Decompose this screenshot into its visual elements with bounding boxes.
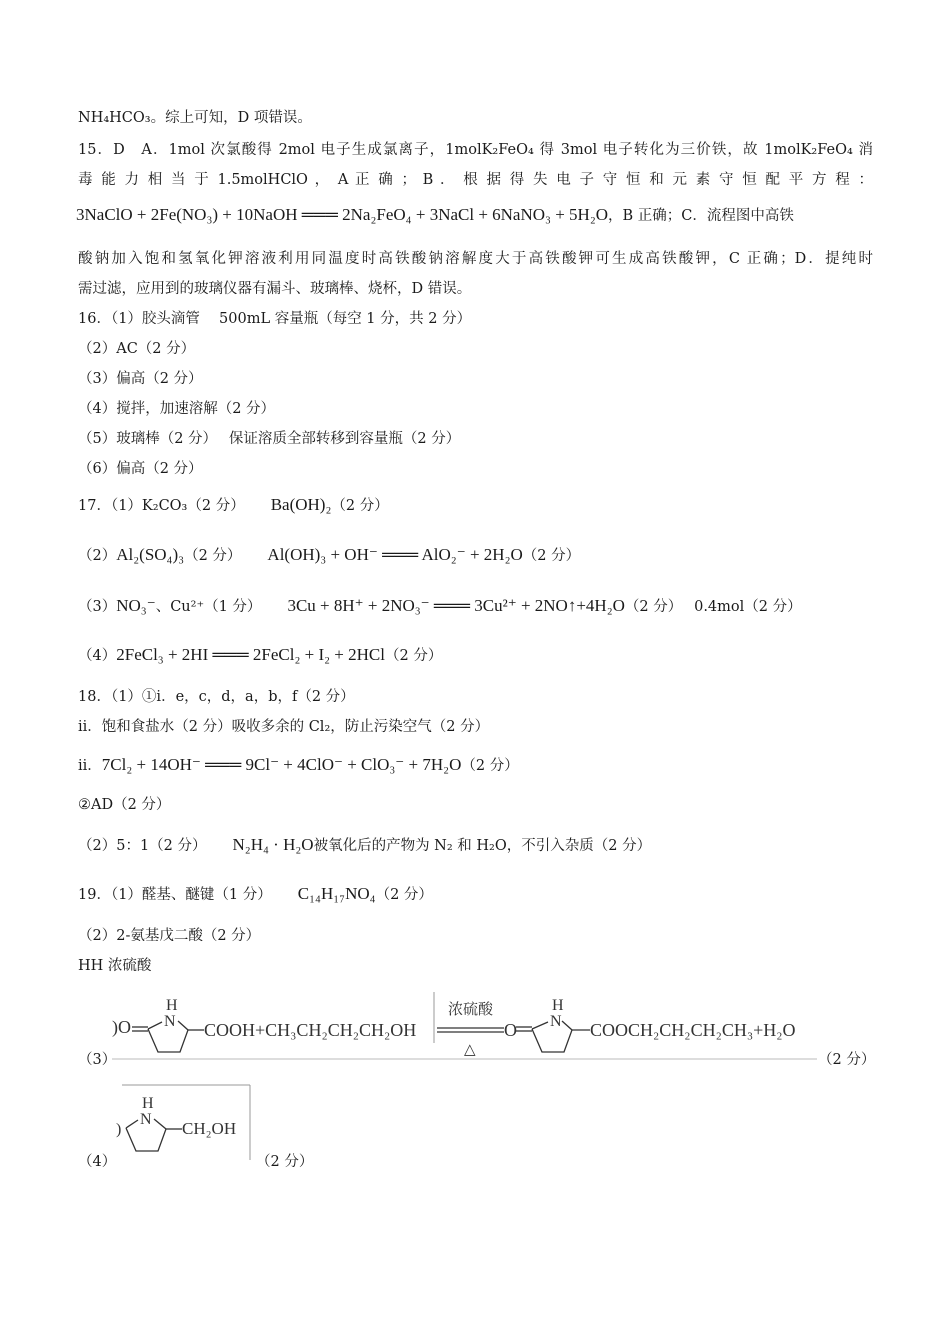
q18-5-text: 被氧化后的产物为 N₂ 和 H₂O，不引入杂质（2 分）	[313, 838, 652, 854]
q19-3-label: （3）	[78, 1052, 117, 1068]
q17-4-equation: 2FeCl₃ + 2HI ═══ 2FeCl₂ + I₂ + 2HCl	[116, 645, 385, 664]
q16-3: （3）偏高（2 分）	[78, 371, 203, 387]
q19-1-label: 19．（1）醛基、醚键（1 分）	[78, 887, 272, 903]
q16-1: 16．（1）胶头滴管 500mL 容量瓶（每空 1 分，共 2 分）	[78, 311, 472, 327]
q18-5	[78, 835, 651, 856]
q18-3	[78, 755, 519, 776]
q17-3-score: （2 分） 0.4mol（2 分）	[624, 599, 802, 615]
q19-4-label: （4）	[78, 1154, 117, 1170]
left-ring-n: N	[164, 1013, 176, 1030]
right-ring-n: N	[550, 1013, 562, 1030]
q18-3-score: （2 分）	[461, 758, 519, 774]
heat-symbol: △	[464, 1042, 476, 1058]
q15-line-b: 毒 能 力 相 当 于 1.5molHClO ， A 正 确 ； B ． 根 据 得 失 电 子 守 恒 和 元 素 守 恒 配 平 方 程 ：	[78, 172, 873, 188]
q19-1	[78, 884, 433, 905]
q19-3-score: （2 分）	[818, 1052, 876, 1068]
q16-6: （6）偏高（2 分）	[78, 461, 203, 477]
q17-2-equation: Al(OH)₃ + OH⁻ ═══ AlO₂⁻ + 2H₂O	[267, 545, 523, 564]
q4-group: CH₂OH	[182, 1119, 237, 1138]
q17-1-formula: Ba(OH)₂	[270, 495, 332, 514]
q15-line-a: 15．D A．1mol 次氯酸得 2mol 电子生成氯离子，1molK₂FeO₄ 得 3mol 电子转化为三价铁，故 1molK₂FeO₄ 消	[78, 142, 873, 158]
q15-equation-tail: ，B 正确；C．流程图中高铁	[608, 208, 794, 224]
q17-2-score: （2 分）	[184, 548, 242, 564]
q19-1-score: （2 分）	[375, 887, 433, 903]
q17-3-label: （3）	[78, 599, 117, 615]
q16-2: （2）AC（2 分）	[78, 341, 196, 357]
q4-left-mark: )	[116, 1121, 122, 1138]
condition-label: 浓硫酸	[448, 1002, 494, 1018]
q17-1-label: 17．（1）K₂CO₃（2 分）	[78, 498, 245, 514]
q17-4	[78, 645, 442, 666]
q19-4-score: （2 分）	[256, 1154, 314, 1170]
q17-1	[78, 495, 389, 516]
q17-3-ions-score: 、Cu²⁺（1 分）	[155, 599, 262, 615]
reaction-scheme	[112, 988, 817, 1068]
left-ring-h: H	[166, 997, 178, 1014]
q16-4: （4）搅拌，加速溶解（2 分）	[78, 401, 276, 417]
reactant-formula: COOH+CH₃CH₂CH₂CH₂OH	[204, 1020, 417, 1040]
q18-3-label: ii．	[78, 758, 102, 774]
q16-5: （5）玻璃棒（2 分） 保证溶质全部转移到容量瓶（2 分）	[78, 431, 461, 447]
q19-2: （2）2-氨基戊二酸（2 分）	[78, 928, 261, 944]
q4-ring-n: N	[140, 1111, 152, 1128]
q17-2-score-2: （2 分）	[522, 548, 581, 564]
right-ring-h: H	[552, 997, 564, 1014]
q17-3	[78, 596, 802, 617]
q18-3-equation: 7Cl₂ + 14OH⁻ ═══ 9Cl⁻ + 4ClO⁻ + ClO₃⁻ + 7H₂O	[101, 755, 462, 774]
q15-equation: 3NaClO + 2Fe(NO₃) + 10NaOH ═══ 2Na₂FeO₄ + 3NaCl + 6NaNO₃ + 5H₂O	[76, 205, 609, 224]
q19-hh: HH 浓硫酸	[78, 958, 152, 974]
q17-3-equation: 3Cu + 8H⁺ + 2NO₃⁻ ═══ 3Cu²⁺ + 2NO↑+4H₂O	[287, 596, 625, 615]
q18-5-formula: N₂H₄ · H₂O	[232, 835, 314, 854]
text-line: NH₄HCO₃。综上可知，D 项错误。	[78, 110, 312, 126]
q17-3-ion: NO₃⁻	[116, 596, 156, 615]
q17-4-label: （4）	[78, 648, 117, 664]
q4-ring-h: H	[142, 1095, 154, 1112]
right-ring-oxygen: O	[504, 1020, 517, 1040]
q18-1: 18．（1）①i．e，c，d，a，b，f（2 分）	[78, 689, 355, 705]
structure-q4	[112, 1084, 254, 1164]
q15-line-c: 酸钠加入饱和氢氧化钾溶液利用同温度时高铁酸钠溶解度大于高铁酸钾可生成高铁酸钾，C 正确；D．提纯时	[78, 251, 873, 267]
q18-2: ii．饱和食盐水（2 分）吸收多余的 Cl₂，防止污染空气（2 分）	[78, 719, 490, 735]
q17-2	[78, 545, 580, 566]
q19-1-formula: C₁₄H₁₇NO₄	[297, 884, 376, 903]
product-formula: COOCH₂CH₂CH₂CH₃+H₂O	[590, 1020, 796, 1040]
q17-2-formula: Al₂(SO₄)₃	[116, 545, 185, 564]
q15-equation-line	[76, 205, 794, 226]
q15-line-d: 需过滤，应用到的玻璃仪器有漏斗、玻璃棒、烧杯，D 错误。	[78, 281, 472, 297]
q17-2-label: （2）	[78, 548, 117, 564]
q17-1-score: （2 分）	[331, 498, 389, 514]
left-ring-oxygen: )O	[112, 1017, 131, 1037]
q18-5-label: （2）5：1（2 分）	[78, 838, 207, 854]
q18-4: ②AD（2 分）	[78, 797, 171, 813]
q17-4-score: （2 分）	[384, 648, 443, 664]
